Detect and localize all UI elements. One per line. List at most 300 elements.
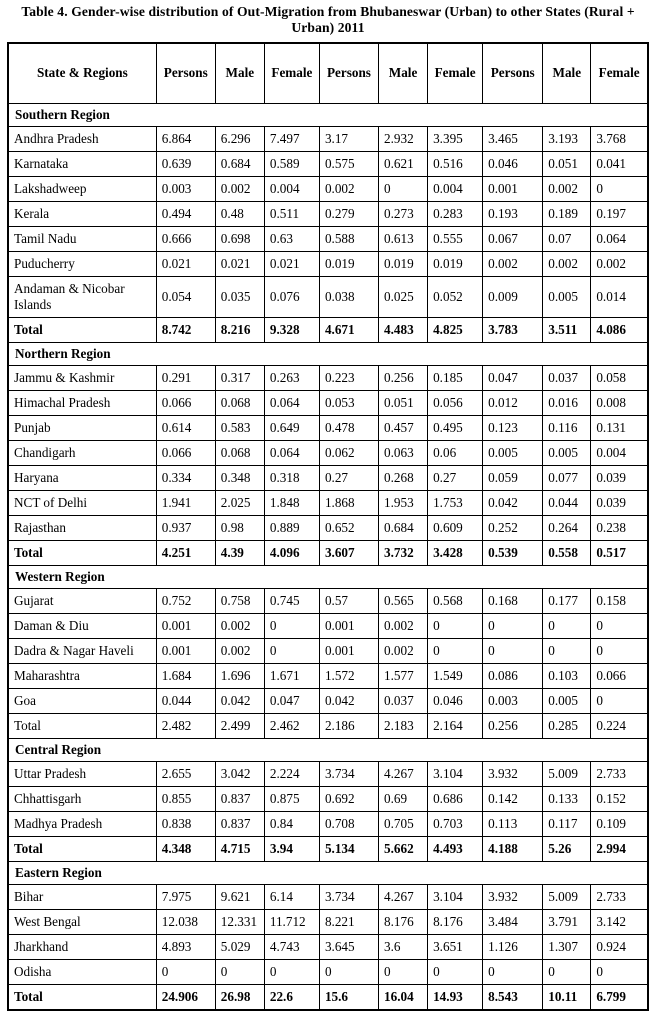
value-cell: 1.953 (379, 490, 428, 515)
value-cell: 0.291 (156, 365, 215, 390)
value-cell: 0.116 (543, 415, 591, 440)
value-cell: 0 (379, 176, 428, 201)
value-cell: 3.104 (428, 761, 483, 786)
value-cell: 0.117 (543, 811, 591, 836)
value-cell: 3.651 (428, 934, 483, 959)
value-cell: 1.696 (215, 663, 264, 688)
state-cell: Goa (8, 688, 156, 713)
value-cell: 0 (428, 613, 483, 638)
value-cell: 12.331 (215, 909, 264, 934)
value-cell: 3.732 (379, 540, 428, 565)
value-cell: 0.009 (483, 276, 543, 317)
value-cell: 0 (379, 959, 428, 984)
table-row (8, 390, 648, 415)
value-cell: 4.086 (591, 317, 648, 342)
region-total-row (8, 836, 648, 861)
value-cell: 0.705 (379, 811, 428, 836)
value-cell: 4.715 (215, 836, 264, 861)
value-cell: 2.186 (319, 713, 378, 738)
value-cell: 0.666 (156, 226, 215, 251)
value-cell: 0 (543, 613, 591, 638)
value-cell: 3.193 (543, 126, 591, 151)
header-persons-3: Persons (483, 43, 543, 103)
value-cell: 0.056 (428, 390, 483, 415)
value-cell: 0.703 (428, 811, 483, 836)
value-cell: 4.825 (428, 317, 483, 342)
value-cell: 0.268 (379, 465, 428, 490)
value-cell: 2.224 (264, 761, 319, 786)
value-cell: 3.783 (483, 317, 543, 342)
value-cell: 0.052 (428, 276, 483, 317)
value-cell: 3.607 (319, 540, 378, 565)
table-row (8, 588, 648, 613)
state-cell: Rajasthan (8, 515, 156, 540)
value-cell: 3.142 (591, 909, 648, 934)
value-cell: 0.511 (264, 201, 319, 226)
value-cell: 0.238 (591, 515, 648, 540)
value-cell: 0.021 (264, 251, 319, 276)
value-cell: 0 (543, 959, 591, 984)
value-cell: 0 (264, 638, 319, 663)
value-cell: 0.758 (215, 588, 264, 613)
table-row (8, 126, 648, 151)
state-cell: Total (8, 713, 156, 738)
value-cell: 0.064 (264, 390, 319, 415)
table-row (8, 490, 648, 515)
value-cell: 0.001 (483, 176, 543, 201)
value-cell: 1.549 (428, 663, 483, 688)
value-cell: 5.029 (215, 934, 264, 959)
table-row (8, 934, 648, 959)
value-cell: 0.016 (543, 390, 591, 415)
value-cell: 0.003 (156, 176, 215, 201)
header-female-2: Female (428, 43, 483, 103)
value-cell: 9.328 (264, 317, 319, 342)
region-total-row (8, 713, 648, 738)
value-cell: 0.264 (543, 515, 591, 540)
value-cell: 0.025 (379, 276, 428, 317)
value-cell: 0.002 (543, 176, 591, 201)
value-cell: 0.002 (319, 176, 378, 201)
value-cell: 4.743 (264, 934, 319, 959)
value-cell: 7.975 (156, 884, 215, 909)
table-row (8, 465, 648, 490)
state-cell: Andaman & Nicobar Islands (8, 276, 156, 317)
state-cell: Total (8, 836, 156, 861)
value-cell: 0.621 (379, 151, 428, 176)
state-cell: Dadra & Nagar Haveli (8, 638, 156, 663)
value-cell: 0.142 (483, 786, 543, 811)
value-cell: 0.004 (264, 176, 319, 201)
value-cell: 0.189 (543, 201, 591, 226)
value-cell: 0.555 (428, 226, 483, 251)
region-name: Southern Region (8, 103, 648, 126)
value-cell: 0.98 (215, 515, 264, 540)
value-cell: 3.791 (543, 909, 591, 934)
state-cell: Kerala (8, 201, 156, 226)
value-cell: 1.577 (379, 663, 428, 688)
value-cell: 0.684 (379, 515, 428, 540)
value-cell: 4.251 (156, 540, 215, 565)
value-cell: 0.001 (156, 613, 215, 638)
value-cell: 0.568 (428, 588, 483, 613)
value-cell: 6.14 (264, 884, 319, 909)
value-cell: 0.038 (319, 276, 378, 317)
value-cell: 0.054 (156, 276, 215, 317)
value-cell: 11.712 (264, 909, 319, 934)
value-cell: 16.04 (379, 984, 428, 1010)
header-male-1: Male (215, 43, 264, 103)
value-cell: 0.002 (379, 613, 428, 638)
value-cell: 0.588 (319, 226, 378, 251)
state-cell: Odisha (8, 959, 156, 984)
value-cell: 0.283 (428, 201, 483, 226)
value-cell: 0.708 (319, 811, 378, 836)
table-header (8, 43, 648, 103)
value-cell: 0.039 (591, 490, 648, 515)
value-cell: 0.067 (483, 226, 543, 251)
header-female-1: Female (264, 43, 319, 103)
value-cell: 8.176 (428, 909, 483, 934)
value-cell: 0.698 (215, 226, 264, 251)
value-cell: 0.273 (379, 201, 428, 226)
value-cell: 1.848 (264, 490, 319, 515)
value-cell: 3.042 (215, 761, 264, 786)
value-cell: 0 (215, 959, 264, 984)
value-cell: 0.076 (264, 276, 319, 317)
value-cell: 0.06 (428, 440, 483, 465)
value-cell: 0.066 (156, 390, 215, 415)
region-total-row (8, 317, 648, 342)
value-cell: 0.014 (591, 276, 648, 317)
value-cell: 0.69 (379, 786, 428, 811)
value-cell: 0.168 (483, 588, 543, 613)
value-cell: 4.188 (483, 836, 543, 861)
value-cell: 4.267 (379, 884, 428, 909)
value-cell: 3.484 (483, 909, 543, 934)
value-cell: 2.164 (428, 713, 483, 738)
value-cell: 3.395 (428, 126, 483, 151)
value-cell: 0.103 (543, 663, 591, 688)
value-cell: 0.575 (319, 151, 378, 176)
value-cell: 0.889 (264, 515, 319, 540)
value-cell: 0.334 (156, 465, 215, 490)
value-cell: 0.003 (483, 688, 543, 713)
value-cell: 0.193 (483, 201, 543, 226)
value-cell: 0.021 (215, 251, 264, 276)
header-male-2: Male (379, 43, 428, 103)
table-row (8, 786, 648, 811)
value-cell: 0.068 (215, 440, 264, 465)
value-cell: 3.104 (428, 884, 483, 909)
value-cell: 0.318 (264, 465, 319, 490)
value-cell: 0.63 (264, 226, 319, 251)
value-cell: 0.48 (215, 201, 264, 226)
migration-table (7, 42, 649, 1011)
value-cell: 0.516 (428, 151, 483, 176)
state-cell: Maharashtra (8, 663, 156, 688)
value-cell: 22.6 (264, 984, 319, 1010)
value-cell: 0.197 (591, 201, 648, 226)
value-cell: 1.868 (319, 490, 378, 515)
value-cell: 3.465 (483, 126, 543, 151)
value-cell: 0.004 (428, 176, 483, 201)
value-cell: 0.565 (379, 588, 428, 613)
value-cell: 0.937 (156, 515, 215, 540)
value-cell: 8.543 (483, 984, 543, 1010)
value-cell: 0.558 (543, 540, 591, 565)
value-cell: 0.07 (543, 226, 591, 251)
table-row (8, 688, 648, 713)
value-cell: 0.692 (319, 786, 378, 811)
value-cell: 0.583 (215, 415, 264, 440)
value-cell: 4.096 (264, 540, 319, 565)
table-row (8, 638, 648, 663)
value-cell: 0.589 (264, 151, 319, 176)
value-cell: 3.932 (483, 761, 543, 786)
value-cell: 0.539 (483, 540, 543, 565)
value-cell: 0.317 (215, 365, 264, 390)
value-cell: 0.855 (156, 786, 215, 811)
value-cell: 0.837 (215, 811, 264, 836)
value-cell: 0.84 (264, 811, 319, 836)
value-cell: 0.002 (215, 613, 264, 638)
value-cell: 4.483 (379, 317, 428, 342)
state-cell: Tamil Nadu (8, 226, 156, 251)
value-cell: 0.062 (319, 440, 378, 465)
header-persons-1: Persons (156, 43, 215, 103)
value-cell: 0.002 (483, 251, 543, 276)
state-cell: Gujarat (8, 588, 156, 613)
value-cell: 1.572 (319, 663, 378, 688)
value-cell: 0.046 (428, 688, 483, 713)
value-cell: 0.837 (215, 786, 264, 811)
value-cell: 0.924 (591, 934, 648, 959)
value-cell: 0.002 (543, 251, 591, 276)
value-cell: 1.307 (543, 934, 591, 959)
value-cell: 0.256 (483, 713, 543, 738)
value-cell: 0.086 (483, 663, 543, 688)
value-cell: 0 (483, 959, 543, 984)
value-cell: 0.133 (543, 786, 591, 811)
value-cell: 8.742 (156, 317, 215, 342)
value-cell: 0.019 (428, 251, 483, 276)
region-header-row (8, 565, 648, 588)
state-cell: West Bengal (8, 909, 156, 934)
value-cell: 1.126 (483, 934, 543, 959)
state-cell: Karnataka (8, 151, 156, 176)
value-cell: 0.263 (264, 365, 319, 390)
value-cell: 2.499 (215, 713, 264, 738)
value-cell: 0.252 (483, 515, 543, 540)
value-cell: 0.053 (319, 390, 378, 415)
value-cell: 0 (543, 638, 591, 663)
table-row (8, 201, 648, 226)
state-cell: Daman & Diu (8, 613, 156, 638)
table-row (8, 884, 648, 909)
state-cell: Himachal Pradesh (8, 390, 156, 415)
value-cell: 8.176 (379, 909, 428, 934)
value-cell: 6.296 (215, 126, 264, 151)
value-cell: 10.11 (543, 984, 591, 1010)
value-cell: 4.39 (215, 540, 264, 565)
value-cell: 0.478 (319, 415, 378, 440)
value-cell: 0.639 (156, 151, 215, 176)
value-cell: 3.645 (319, 934, 378, 959)
value-cell: 0.652 (319, 515, 378, 540)
value-cell: 0.158 (591, 588, 648, 613)
value-cell: 0.152 (591, 786, 648, 811)
value-cell: 0 (428, 638, 483, 663)
region-header-row (8, 861, 648, 884)
region-name: Western Region (8, 565, 648, 588)
value-cell: 0.005 (483, 440, 543, 465)
value-cell: 0.068 (215, 390, 264, 415)
value-cell: 0.494 (156, 201, 215, 226)
value-cell: 3.6 (379, 934, 428, 959)
value-cell: 0.039 (591, 465, 648, 490)
table-row (8, 251, 648, 276)
value-cell: 0.495 (428, 415, 483, 440)
value-cell: 26.98 (215, 984, 264, 1010)
value-cell: 0.113 (483, 811, 543, 836)
value-cell: 2.482 (156, 713, 215, 738)
value-cell: 5.134 (319, 836, 378, 861)
region-name: Central Region (8, 738, 648, 761)
value-cell: 0.051 (379, 390, 428, 415)
value-cell: 0.037 (543, 365, 591, 390)
region-header-row (8, 738, 648, 761)
value-cell: 0.613 (379, 226, 428, 251)
value-cell: 0.224 (591, 713, 648, 738)
value-cell: 0.001 (156, 638, 215, 663)
value-cell: 0.058 (591, 365, 648, 390)
value-cell: 3.734 (319, 761, 378, 786)
value-cell: 0.57 (319, 588, 378, 613)
value-cell: 0.614 (156, 415, 215, 440)
value-cell: 0.223 (319, 365, 378, 390)
value-cell: 0.041 (591, 151, 648, 176)
region-name: Eastern Region (8, 861, 648, 884)
value-cell: 0.109 (591, 811, 648, 836)
value-cell: 4.267 (379, 761, 428, 786)
table-row (8, 176, 648, 201)
value-cell: 0.005 (543, 688, 591, 713)
table-row (8, 515, 648, 540)
value-cell: 0.838 (156, 811, 215, 836)
value-cell: 0.686 (428, 786, 483, 811)
value-cell: 0.042 (319, 688, 378, 713)
region-total-row (8, 984, 648, 1010)
value-cell: 0.285 (543, 713, 591, 738)
value-cell: 2.733 (591, 761, 648, 786)
value-cell: 0.457 (379, 415, 428, 440)
state-cell: Total (8, 317, 156, 342)
value-cell: 0.123 (483, 415, 543, 440)
value-cell: 0.004 (591, 440, 648, 465)
value-cell: 5.662 (379, 836, 428, 861)
state-cell: Total (8, 540, 156, 565)
value-cell: 0.051 (543, 151, 591, 176)
value-cell: 4.348 (156, 836, 215, 861)
value-cell: 4.671 (319, 317, 378, 342)
value-cell: 1.684 (156, 663, 215, 688)
value-cell: 0.005 (543, 276, 591, 317)
value-cell: 0 (591, 959, 648, 984)
state-cell: Puducherry (8, 251, 156, 276)
value-cell: 0.649 (264, 415, 319, 440)
value-cell: 0 (591, 176, 648, 201)
table-body (8, 103, 648, 1010)
value-cell: 0.019 (319, 251, 378, 276)
state-cell: Bihar (8, 884, 156, 909)
state-cell: Jammu & Kashmir (8, 365, 156, 390)
value-cell: 1.671 (264, 663, 319, 688)
value-cell: 0.046 (483, 151, 543, 176)
value-cell: 0 (156, 959, 215, 984)
value-cell: 24.906 (156, 984, 215, 1010)
value-cell: 0.745 (264, 588, 319, 613)
value-cell: 15.6 (319, 984, 378, 1010)
state-cell: Jharkhand (8, 934, 156, 959)
value-cell: 3.734 (319, 884, 378, 909)
state-cell: Lakshadweep (8, 176, 156, 201)
header-row (8, 43, 648, 103)
value-cell: 3.428 (428, 540, 483, 565)
value-cell: 0.131 (591, 415, 648, 440)
value-cell: 8.221 (319, 909, 378, 934)
value-cell: 0.256 (379, 365, 428, 390)
table-row (8, 761, 648, 786)
value-cell: 2.462 (264, 713, 319, 738)
value-cell: 0.063 (379, 440, 428, 465)
value-cell: 1.753 (428, 490, 483, 515)
table-title: Table 4. Gender-wise distribution of Out-Migration from Bhubaneswar (Urban) to other States (Rural + Urban) 2011 (21, 4, 635, 35)
value-cell: 12.038 (156, 909, 215, 934)
value-cell: 0.517 (591, 540, 648, 565)
value-cell: 0.044 (156, 688, 215, 713)
value-cell: 0.752 (156, 588, 215, 613)
region-total-row (8, 540, 648, 565)
value-cell: 0.035 (215, 276, 264, 317)
value-cell: 4.893 (156, 934, 215, 959)
value-cell: 1.941 (156, 490, 215, 515)
value-cell: 0.185 (428, 365, 483, 390)
state-cell: Haryana (8, 465, 156, 490)
value-cell: 0.001 (319, 638, 378, 663)
table-row (8, 663, 648, 688)
value-cell: 3.17 (319, 126, 378, 151)
value-cell: 0.002 (215, 176, 264, 201)
state-cell: Uttar Pradesh (8, 761, 156, 786)
value-cell: 14.93 (428, 984, 483, 1010)
value-cell: 0.684 (215, 151, 264, 176)
table-row (8, 276, 648, 317)
value-cell: 0.047 (264, 688, 319, 713)
value-cell: 0.348 (215, 465, 264, 490)
value-cell: 0.059 (483, 465, 543, 490)
value-cell: 0.064 (591, 226, 648, 251)
value-cell: 5.009 (543, 884, 591, 909)
value-cell: 0 (483, 638, 543, 663)
value-cell: 5.26 (543, 836, 591, 861)
table-row (8, 226, 648, 251)
table-row (8, 415, 648, 440)
value-cell: 2.025 (215, 490, 264, 515)
state-cell: Madhya Pradesh (8, 811, 156, 836)
value-cell: 0.042 (215, 688, 264, 713)
value-cell: 0.27 (428, 465, 483, 490)
